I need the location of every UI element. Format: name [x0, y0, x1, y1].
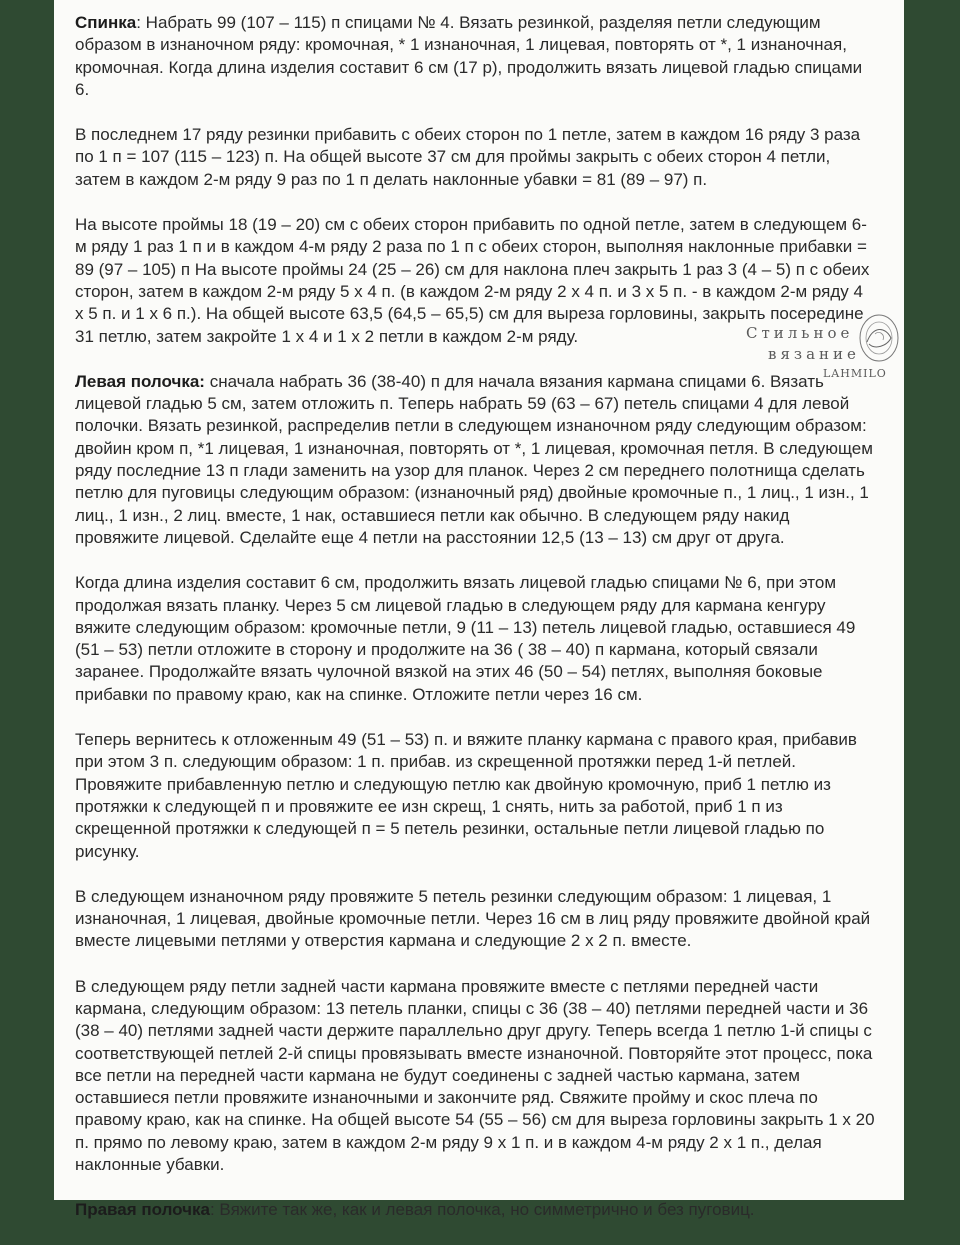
document-page: [54, 0, 904, 1220]
watermark-brand: LAHMILO: [823, 367, 887, 380]
paragraph-left-front: [75, 371, 875, 549]
watermark: [743, 310, 903, 390]
paragraph-text: В последнем 17 ряду резинки прибавить с обеих сторон по 1 петле, затем в каждом 16 ряду 3 раза по 1 п = 107 (115 – 123) п. На общей высоте 37 см для проймы закрыть с обеих сторон 4 петли, затем в каждом 2-м ряду 9 раз по 1 п делать наклонные убавки = 81 (89 – 97) п.: [75, 125, 861, 189]
paragraph-text: В следующем изнаночном ряду провяжите 5 петель резинки следующим образом: 1 лицевая, 1 изнаночная, 1 лицевая, двойные кромочные петли. Через 16 см в лиц ряду провяжите двойной край вместе лицевыми петлями у отверстия кармана и следующие 2 х 2 п. вместе.: [75, 886, 871, 951]
paragraph-text: Когда длина изделия составит 6 см, продолжить вязать лицевой гладью спицами № 6, при этом продолжая вязать планку. Через 5 см лицевой гладью в следующем ряду для кармана кенгуру вяжите следующим образом: кромочные петли, 9 (11 – 13) петель лицевой гладью, оставшиеся 49 (51 – 53) петли отложите в сторону и продолжите на 36 ( 38 – 40) п кармана, который связали заранее. Продолжайте вязать чулочной вязкой на этих 46 (50 – 54) петлях, выполняя боковые прибавки по правому краю, как на спинке. Отложите петли через 16 см.: [75, 573, 856, 704]
watermark-line2: вязание: [768, 345, 860, 363]
paragraph: [75, 572, 875, 706]
heading-back: Спинка: [75, 13, 137, 32]
paragraph-text: Теперь вернитесь к отложенным 49 (51 – 53) п. и вяжите планку кармана с правого края, прибавив при этом 3 п. следующим образом: 1 п. прибав. из скрещенной протяжки перед 1-й петлей. Провяжите прибавленную петлю и следующую петлю как двойную кромочную, приб 1 петлю из протяжки к следующей п и провяжите ее изн скрещ, 1 снять, нить за работой, приб 1 п из скрещенной протяжки к следующей п = 5 петель резинки, остальные петли лицевой гладью по рисунку.: [75, 730, 857, 861]
paragraph-text: : Набрать 99 (107 – 115) п спицами № 4. Вязать резинкой, разделяя петли следующим образом в изнаночном ряду: кромочная, * 1 изнаночная, 1 лицевая, повторять от *, 1 изнаночная, кромочная. Когда длина изделия составит 6 см (17 р), продолжить вязать лицевой гладью спицами 6.: [75, 13, 863, 99]
paragraph-right-front: [75, 1199, 875, 1221]
heading-right-front: Правая полочка: [75, 1200, 210, 1220]
paragraph-back: [75, 12, 875, 101]
paragraph-text: сначала набрать 36 (38-40) п для начала вязания кармана спицами 6. Вязать лицевой гладью 5 см, затем отложить п. Теперь набрать 59 (63 – 67) петель спицами 4 для левой полочки. Вязать резинкой, распределив петли в следующем изнаночном ряду следующим образом: двойин кром п, *1 лицевая, 1 изнаночная, повторять от *, 1 лицевая, кромочная петля. В следующем ряду последние 13 п глади заменить на узор для планок. Через 2 см переднего полотнища сделать петлю для пуговицы следующим образом: (изнаночный ряд) двойные кромочные п., 1 лиц., 1 изн., 1 лиц., 1 изн., 2 лиц. вместе, 1 нак, оставшиеся петли как обычно. В следующем ряду накид провяжите лицевой. Сделайте еще 4 петли на расстоянии 12,5 (13 – 13) см друг от друга.: [75, 371, 873, 547]
heading-left-front: Левая полочка:: [75, 371, 205, 391]
paragraph-text: В следующем ряду петли задней части кармана провяжите вместе с петлями передней части кармана, следующим образом: 13 петель планки, спицы с 36 (38 – 40) петлями передней части и 36 (38 – 40) петлями задней части держите параллельно друг другу. Теперь всегда 1 петлю 1-й спицы с соответствующей петлей 2-й спицы провязывать вместе изнаночной. Повторяйте этот процесс, пока все петли на передней части кармана не будут соединены с задней частью кармана, затем оставшиеся петли провяжите изнаночными и закончите ряд. Свяжите пройму и скос плеча по правому краю, как на спинке. На общей высоте 54 (55 – 56) см для выреза горловины закрыть 1 х 20 п. прямо по левому краю, затем в каждом 2-м ряду 9 х 1 п. и в каждом 4-м ряду 2 х 1 п., делая наклонные убавки.: [75, 976, 875, 1175]
paragraph: [75, 124, 875, 191]
paragraph: [75, 976, 875, 1177]
paragraph: [75, 729, 875, 863]
paragraph-text: : Вяжите так же, как и левая полочка, но симметрично и без пуговиц.: [209, 1200, 755, 1220]
watermark-line1: Стильное: [746, 324, 854, 342]
mandala-circle-logo-icon: [857, 312, 901, 366]
document-content: [75, 12, 875, 1245]
paragraph: [75, 886, 875, 953]
paragraph-text: На высоте проймы 18 (19 – 20) см с обеих сторон прибавить по одной петле, затем в следующем 6-м ряду 1 раз 1 п и в каждом 4-м ряду 2 раза по 1 п с обеих сторон, выполняя наклонные прибавки = 89 (97 – 105) п На высоте проймы 24 (25 – 26) см для наклона плеч закрыть 1 раз 3 (4 – 5) п с обеих сторон, затем в каждом 2-м ряду 5 х 4 п. (в каждом 2-м ряду 2 х 4 п. и 3 х 5 п. - в каждом 2-м ряду 4 х 5 п. и 1 х 6 п.). На общей высоте 63,5 (64,5 – 65,5) см для выреза горловины, закрыть посередине 31 петлю, затем закройте 1 х 4 и 1 х 2 петли в каждом 2-м ряду.: [75, 215, 870, 346]
